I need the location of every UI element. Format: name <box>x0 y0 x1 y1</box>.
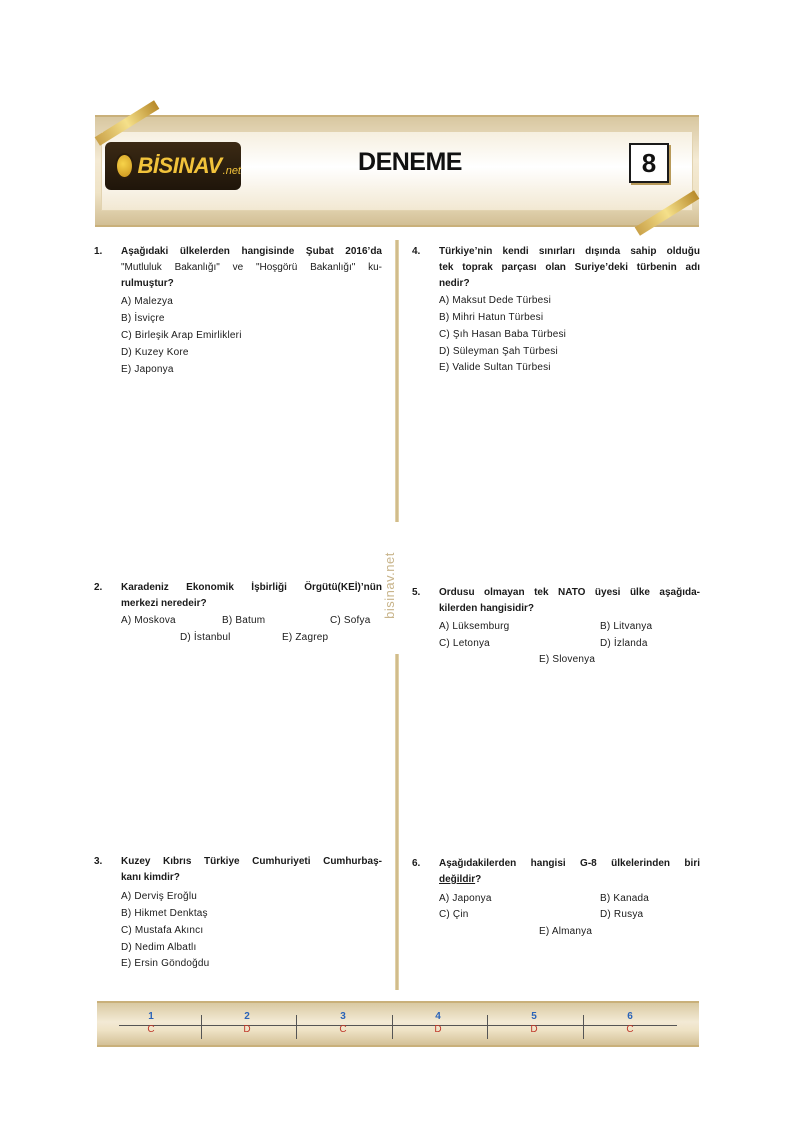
question-line: merkezi neredeir? <box>121 598 207 609</box>
watermark <box>381 548 406 628</box>
question-line <box>439 872 700 888</box>
question-line: nedir? <box>439 278 470 289</box>
answer-key-item <box>295 1011 391 1039</box>
answer-key-answer: C <box>626 1024 634 1035</box>
question-line: kilerden hangisidir? <box>439 603 535 614</box>
question-text <box>439 585 700 617</box>
option-e[interactable]: E) Valide Sultan Türbesi <box>439 362 551 373</box>
answer-key-number: 5 <box>531 1011 537 1022</box>
question-line: kanı kimdir? <box>121 872 180 883</box>
option-c[interactable]: C) Çin <box>439 909 469 920</box>
option-d[interactable]: D) İzlanda <box>600 638 648 649</box>
option-b[interactable]: B) Hikmet Denktaş <box>121 908 208 919</box>
logo-text: BİSINAV <box>137 153 222 178</box>
question-6 <box>412 856 700 892</box>
question-4 <box>412 244 700 296</box>
bisinav-logo <box>105 142 241 190</box>
option-e[interactable]: E) Almanya <box>539 926 593 937</box>
answer-key-number: 2 <box>244 1011 250 1022</box>
option-a[interactable]: A) Derviş Eroğlu <box>121 891 197 902</box>
question-text <box>121 244 382 292</box>
answer-key-answer: D <box>530 1024 538 1035</box>
question-number: 4. <box>412 246 421 257</box>
question-5 <box>412 585 700 621</box>
answer-key-number: 4 <box>435 1011 441 1022</box>
question-number: 2. <box>94 582 103 593</box>
answer-key-item <box>390 1011 486 1039</box>
answer-key-item <box>103 1011 199 1039</box>
column-divider-bottom <box>395 654 399 990</box>
question-2 <box>94 580 382 616</box>
test-number-badge: 8 <box>629 143 669 183</box>
option-d[interactable]: D) İstanbul <box>180 632 231 643</box>
option-d[interactable]: D) Kuzey Kore <box>121 347 189 358</box>
option-b[interactable]: B) İsviçre <box>121 313 165 324</box>
answer-key-number: 3 <box>340 1011 346 1022</box>
option-a[interactable]: A) Lüksemburg <box>439 621 510 632</box>
question-line: Aşağıdaki ülkelerden hangisinde Şubat 2016’da <box>121 246 382 257</box>
column-divider-top <box>395 240 399 522</box>
option-d[interactable]: D) Rusya <box>600 909 644 920</box>
question-text <box>121 580 382 612</box>
option-d[interactable]: D) Süleyman Şah Türbesi <box>439 346 558 357</box>
option-a[interactable]: A) Malezya <box>121 296 174 307</box>
question-number: 1. <box>94 246 103 257</box>
option-c[interactable]: C) Birleşik Arap Emirlikleri <box>121 330 242 341</box>
question-line: tek toprak parçası olan Suriye’deki türbenin adı <box>439 262 700 273</box>
answer-key-answer: D <box>434 1024 442 1035</box>
question-line: Türkiye’nin kendi sınırları dışında sahip olduğu <box>439 246 700 257</box>
answer-key-answer: D <box>243 1024 251 1035</box>
option-e[interactable]: E) Ersin Göndoğdu <box>121 958 210 969</box>
question-line: Karadeniz Ekonomik İşbirliği Örgütü(KEİ)’nün <box>121 582 382 593</box>
answer-key-item <box>486 1011 582 1039</box>
question-text <box>439 244 700 292</box>
answer-key-answer: C <box>147 1024 155 1035</box>
answer-key-number: 1 <box>148 1011 154 1022</box>
option-d[interactable]: D) Nedim Albatlı <box>121 942 197 953</box>
option-e[interactable]: E) Japonya <box>121 364 174 375</box>
watermark-text: bisinav.net <box>381 552 397 619</box>
underlined-word: değildir <box>439 874 476 885</box>
option-e[interactable]: E) Zagrep <box>282 632 329 643</box>
bee-icon <box>115 153 134 179</box>
question-line: "Mutluluk Bakanlığı" ve "Hoşgörü Bakanlığı" ku- <box>121 262 382 273</box>
answer-key-number: 6 <box>627 1011 633 1022</box>
question-number: 6. <box>412 858 421 869</box>
question-mark: ? <box>475 874 482 885</box>
question-line: Ordusu olmayan tek NATO üyesi ülke aşağıda- <box>439 587 700 598</box>
option-a[interactable]: A) Moskova <box>121 615 176 626</box>
option-a[interactable]: A) Japonya <box>439 893 492 904</box>
answer-key-item <box>199 1011 295 1039</box>
page-title: DENEME <box>358 148 462 176</box>
option-b[interactable]: B) Litvanya <box>600 621 653 632</box>
option-c[interactable]: C) Sofya <box>330 615 371 626</box>
option-b[interactable]: B) Mihri Hatun Türbesi <box>439 312 544 323</box>
option-b[interactable]: B) Kanada <box>600 893 650 904</box>
logo-suffix: .net <box>222 165 241 177</box>
option-b[interactable]: B) Batum <box>222 615 266 626</box>
answer-key-answer: C <box>339 1024 347 1035</box>
answer-key-item <box>582 1011 678 1039</box>
option-e[interactable]: E) Slovenya <box>539 654 596 665</box>
question-line: Kuzey Kıbrıs Türkiye Cumhuriyeti Cumhurbaş- <box>121 856 382 867</box>
question-line: Aşağıdakilerden hangisi G-8 ülkelerinden biri <box>439 858 700 869</box>
question-3 <box>94 854 382 890</box>
question-line: rulmuştur? <box>121 278 174 289</box>
option-a[interactable]: A) Maksut Dede Türbesi <box>439 295 552 306</box>
option-c[interactable]: C) Mustafa Akıncı <box>121 925 204 936</box>
option-c[interactable]: C) Letonya <box>439 638 490 649</box>
question-text <box>121 854 382 886</box>
answer-key-bar <box>97 1001 699 1047</box>
option-c[interactable]: C) Şıh Hasan Baba Türbesi <box>439 329 567 340</box>
question-text <box>439 856 700 888</box>
question-number: 5. <box>412 587 421 598</box>
question-number: 3. <box>94 856 103 867</box>
